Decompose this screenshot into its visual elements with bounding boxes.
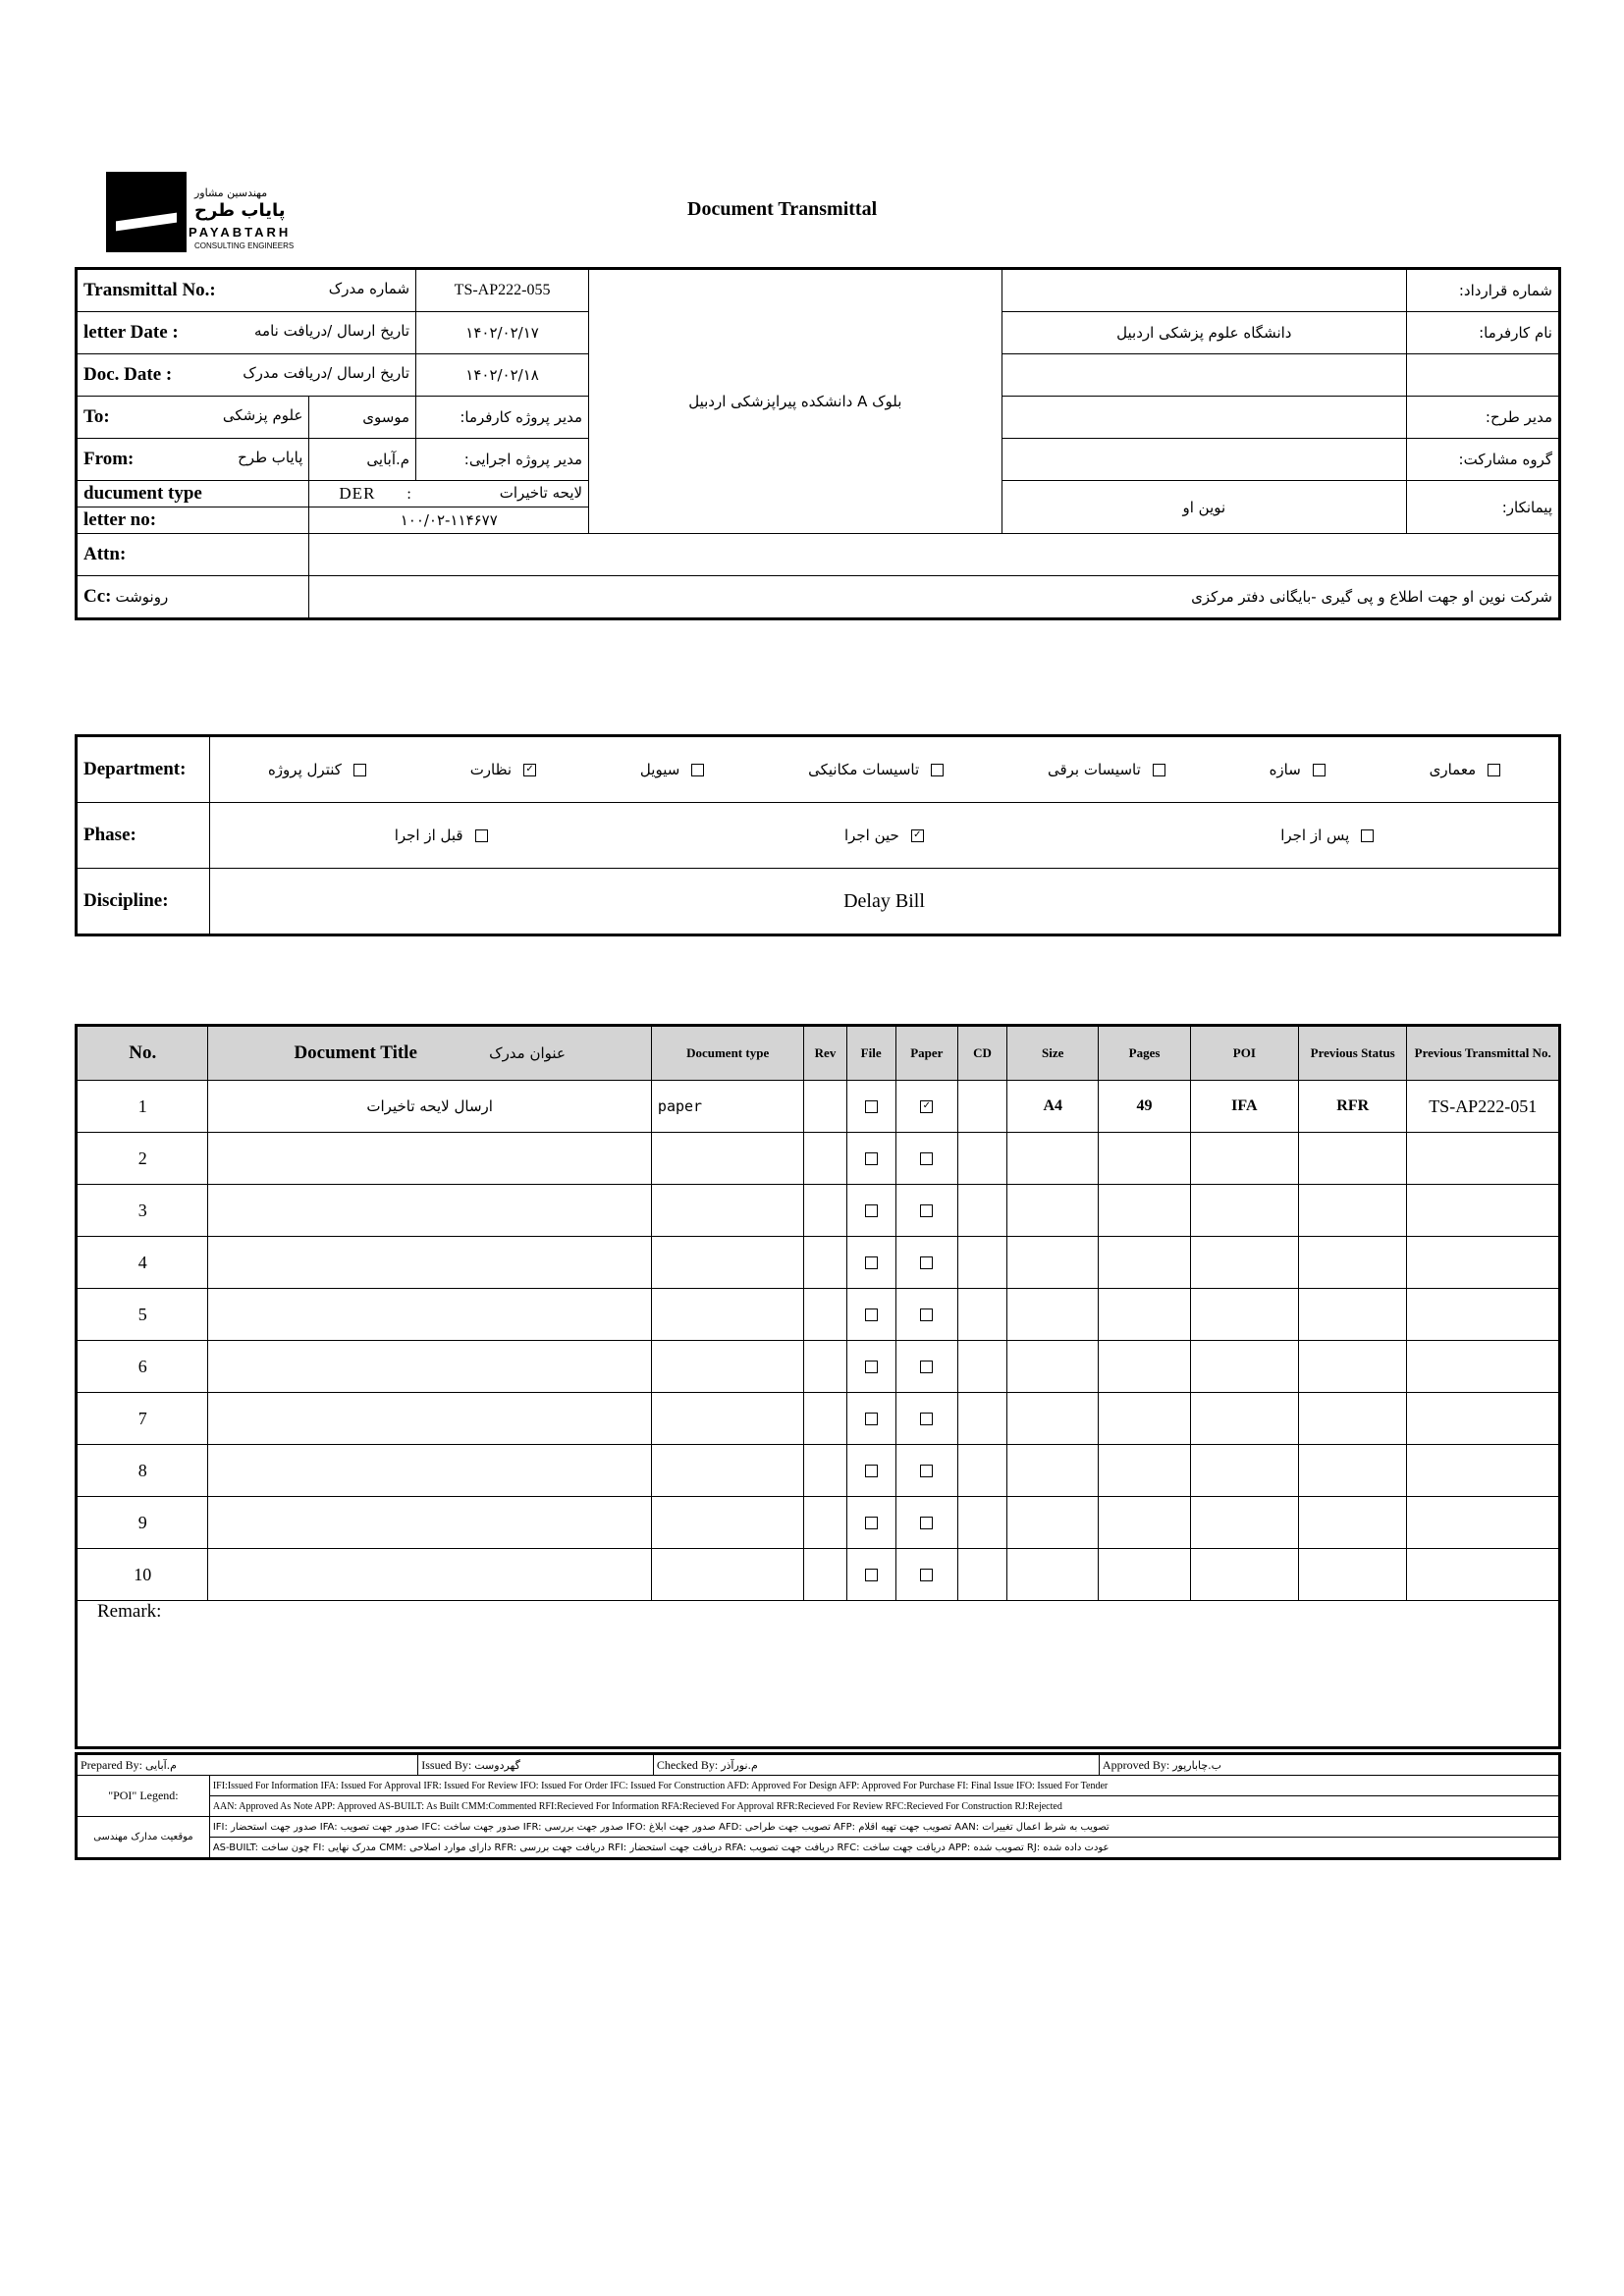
row-poi bbox=[1190, 1237, 1298, 1289]
row-no: 1 bbox=[77, 1081, 208, 1133]
checked-box-icon[interactable]: ✓ bbox=[911, 829, 924, 842]
row-title bbox=[208, 1289, 651, 1341]
row-file bbox=[846, 1341, 895, 1393]
to-cell: To: علوم پزشکی bbox=[77, 397, 309, 439]
row-prev-status bbox=[1299, 1289, 1407, 1341]
from-person: م.آبایی bbox=[309, 439, 416, 481]
row-title bbox=[208, 1497, 651, 1549]
project-name: بلوک A دانشکده پیراپزشکی اردبیل bbox=[589, 269, 1002, 534]
col-paper: Paper bbox=[895, 1026, 957, 1081]
row-title bbox=[208, 1341, 651, 1393]
checkbox-icon[interactable] bbox=[920, 1569, 933, 1581]
transmittal-no-cell: Transmittal No.: شماره مدرک bbox=[77, 269, 416, 312]
row-poi bbox=[1190, 1445, 1298, 1497]
poi-legend-label: "POI" Legend: bbox=[77, 1776, 210, 1817]
row-size bbox=[1007, 1549, 1099, 1601]
discipline-value: Delay Bill bbox=[210, 869, 1560, 935]
row-pages bbox=[1099, 1549, 1190, 1601]
row-prev-status bbox=[1299, 1341, 1407, 1393]
remark-area: Remark: bbox=[77, 1601, 1560, 1748]
row-no: 2 bbox=[77, 1133, 208, 1185]
to-role: مدیر پروژه کارفرما: bbox=[416, 397, 589, 439]
row-prev-status bbox=[1299, 1497, 1407, 1549]
row-paper bbox=[895, 1133, 957, 1185]
checked-box-icon[interactable]: ✓ bbox=[523, 764, 536, 776]
col-file: File bbox=[846, 1026, 895, 1081]
row-paper bbox=[895, 1289, 957, 1341]
discipline-label: Discipline: bbox=[77, 869, 210, 935]
checkbox-icon[interactable] bbox=[1488, 764, 1500, 776]
row-size: A4 bbox=[1007, 1081, 1099, 1133]
row-pages bbox=[1099, 1289, 1190, 1341]
row-prev-transmittal bbox=[1407, 1237, 1560, 1289]
checkbox-icon[interactable] bbox=[865, 1204, 878, 1217]
row-title: ارسال لایحه تاخیرات bbox=[208, 1081, 651, 1133]
row-rev bbox=[804, 1445, 846, 1497]
col-title: Document Title عنوان مدرک bbox=[208, 1026, 651, 1081]
row-file bbox=[846, 1133, 895, 1185]
row-cd bbox=[957, 1445, 1006, 1497]
header-table bbox=[75, 267, 1561, 620]
row-paper bbox=[895, 1185, 957, 1237]
row-doc-type bbox=[651, 1133, 804, 1185]
prepared-by: Prepared By: م.آبایی bbox=[77, 1754, 418, 1776]
employer-value: دانشگاه علوم پزشکی اردبیل bbox=[1001, 312, 1406, 354]
letter-no-label: letter no: bbox=[77, 507, 309, 534]
row-file bbox=[846, 1185, 895, 1237]
row-prev-transmittal bbox=[1407, 1289, 1560, 1341]
checkbox-icon[interactable] bbox=[920, 1256, 933, 1269]
row-pages bbox=[1099, 1341, 1190, 1393]
row-file bbox=[846, 1445, 895, 1497]
approved-by: Approved By: ب.چابارپور bbox=[1099, 1754, 1559, 1776]
col-no: No. bbox=[77, 1026, 208, 1081]
row-cd bbox=[957, 1549, 1006, 1601]
dept-label: کنترل پروژه bbox=[267, 761, 342, 778]
row-doc-type bbox=[651, 1497, 804, 1549]
checked-box-icon[interactable]: ✓ bbox=[920, 1100, 933, 1113]
row-no: 9 bbox=[77, 1497, 208, 1549]
col-doc-type: Document type bbox=[651, 1026, 804, 1081]
checkbox-icon[interactable] bbox=[920, 1152, 933, 1165]
letter-no-value: ۱۰۰/۰۲-۱۱۴۶۷۷ bbox=[309, 507, 589, 534]
row-poi: IFA bbox=[1190, 1081, 1298, 1133]
checkbox-icon[interactable] bbox=[353, 764, 366, 776]
row-size bbox=[1007, 1393, 1099, 1445]
checkbox-icon[interactable] bbox=[920, 1517, 933, 1529]
row-poi bbox=[1190, 1549, 1298, 1601]
row-doc-type bbox=[651, 1289, 804, 1341]
row-prev-transmittal bbox=[1407, 1497, 1560, 1549]
table-row bbox=[77, 1341, 1560, 1393]
dept-option bbox=[640, 761, 704, 778]
checkbox-icon[interactable] bbox=[865, 1152, 878, 1165]
row-poi bbox=[1190, 1341, 1298, 1393]
checked-by: Checked By: م.نورآذر bbox=[653, 1754, 1099, 1776]
letter-date-value: ۱۴۰۲/۰۲/۱۷ bbox=[416, 312, 589, 354]
status-legend-1: IFI: صدور جهت استحضار IFA: صدور جهت تصویب IFC: صدور جهت ساخت IFR: صدور جهت بررسی IFO: صدور جهت ابلاغ AFD: تصویب جهت طراحی AFP: تصویب جهت تهیه اقلام AAN: تصویب به شرط اعمال تغییرات bbox=[209, 1817, 1559, 1838]
row-file bbox=[846, 1549, 895, 1601]
row-doc-type bbox=[651, 1445, 804, 1497]
row-prev-transmittal bbox=[1407, 1549, 1560, 1601]
issued-by: Issued By: گهردوست bbox=[418, 1754, 654, 1776]
table-row bbox=[77, 1445, 1560, 1497]
row-paper bbox=[895, 1341, 957, 1393]
row-prev-transmittal bbox=[1407, 1133, 1560, 1185]
row-cd bbox=[957, 1133, 1006, 1185]
phase-label: قبل از اجرا bbox=[394, 827, 463, 844]
transmittal-no-value: TS-AP222-055 bbox=[416, 269, 589, 312]
row-no: 10 bbox=[77, 1549, 208, 1601]
row-no: 6 bbox=[77, 1341, 208, 1393]
dept-option bbox=[808, 761, 944, 778]
row-cd bbox=[957, 1289, 1006, 1341]
from-role: مدیر پروژه اجرایی: bbox=[416, 439, 589, 481]
phase-option bbox=[1280, 827, 1374, 844]
row-file bbox=[846, 1393, 895, 1445]
row-cd bbox=[957, 1497, 1006, 1549]
row-paper bbox=[895, 1081, 957, 1133]
row-pages bbox=[1099, 1185, 1190, 1237]
checkbox-icon[interactable] bbox=[1153, 764, 1165, 776]
row-rev bbox=[804, 1497, 846, 1549]
row-prev-transmittal bbox=[1407, 1393, 1560, 1445]
row-poi bbox=[1190, 1289, 1298, 1341]
table-header-row bbox=[77, 1026, 1560, 1081]
status-legend-label: موقعیت مدارک مهندسی bbox=[77, 1817, 210, 1859]
logo-en-sub: CONSULTING ENGINEERS bbox=[194, 241, 295, 250]
row-prev-status bbox=[1299, 1445, 1407, 1497]
doctype-value: DER : لایحه تاخیرات bbox=[309, 481, 589, 507]
logo-fa-small: مهندسین مشاور bbox=[194, 187, 268, 199]
row-prev-status bbox=[1299, 1549, 1407, 1601]
employer-label: نام کارفرما: bbox=[1407, 312, 1560, 354]
phase-option bbox=[844, 827, 924, 844]
row-size bbox=[1007, 1289, 1099, 1341]
checkbox-icon[interactable] bbox=[865, 1100, 878, 1113]
row-pages bbox=[1099, 1133, 1190, 1185]
checkbox-icon[interactable] bbox=[920, 1465, 933, 1477]
documents-table bbox=[75, 1024, 1561, 1749]
phase-options bbox=[210, 803, 1560, 869]
dept-label: سازه bbox=[1269, 761, 1301, 778]
row-cd bbox=[957, 1237, 1006, 1289]
department-label: Department: bbox=[77, 736, 210, 803]
row-rev bbox=[804, 1393, 846, 1445]
doc-date-value: ۱۴۰۲/۰۲/۱۸ bbox=[416, 354, 589, 397]
row-paper bbox=[895, 1393, 957, 1445]
department-table bbox=[75, 734, 1561, 936]
dept-label: تاسیسات مکانیکی bbox=[808, 761, 920, 778]
checkbox-icon[interactable] bbox=[865, 1413, 878, 1425]
phase-label: حین اجرا bbox=[843, 827, 899, 844]
from-cell: From: پایاب طرح bbox=[77, 439, 309, 481]
dept-label: تاسیسات برقی bbox=[1047, 761, 1141, 778]
phase-label: پس از اجرا bbox=[1280, 827, 1350, 844]
row-cd bbox=[957, 1081, 1006, 1133]
row-paper bbox=[895, 1237, 957, 1289]
page-title: Document Transmittal bbox=[687, 198, 878, 220]
phase-option bbox=[395, 827, 488, 844]
row-file bbox=[846, 1081, 895, 1133]
row-file bbox=[846, 1237, 895, 1289]
checkbox-icon[interactable] bbox=[865, 1308, 878, 1321]
col-size: Size bbox=[1007, 1026, 1099, 1081]
row-cd bbox=[957, 1341, 1006, 1393]
row-size bbox=[1007, 1445, 1099, 1497]
row-cd bbox=[957, 1185, 1006, 1237]
row-prev-transmittal bbox=[1407, 1341, 1560, 1393]
row-paper bbox=[895, 1445, 957, 1497]
dept-option bbox=[268, 761, 366, 778]
row-file bbox=[846, 1497, 895, 1549]
row-pages bbox=[1099, 1445, 1190, 1497]
checkbox-icon[interactable] bbox=[865, 1256, 878, 1269]
row-prev-transmittal bbox=[1407, 1445, 1560, 1497]
attn-label: Attn: bbox=[77, 534, 309, 576]
checkbox-icon[interactable] bbox=[865, 1361, 878, 1373]
checkbox-icon[interactable] bbox=[920, 1204, 933, 1217]
table-row bbox=[77, 1237, 1560, 1289]
company-logo bbox=[106, 172, 187, 252]
table-row bbox=[77, 1549, 1560, 1601]
dept-label: سیویل bbox=[639, 761, 680, 778]
col-prev-transmittal: Previous Transmittal No. bbox=[1407, 1026, 1560, 1081]
row-file bbox=[846, 1289, 895, 1341]
department-options bbox=[210, 736, 1560, 803]
table-row bbox=[77, 1081, 1560, 1133]
dept-label: نظارت bbox=[469, 761, 513, 778]
row-doc-type bbox=[651, 1549, 804, 1601]
phase-label: Phase: bbox=[77, 803, 210, 869]
row-paper bbox=[895, 1497, 957, 1549]
footer-table bbox=[75, 1752, 1561, 1860]
row-size bbox=[1007, 1341, 1099, 1393]
row-doc-type: paper bbox=[651, 1081, 804, 1133]
dept-option bbox=[1430, 761, 1501, 778]
row-title bbox=[208, 1237, 651, 1289]
poi-legend-2: AAN: Approved As Note APP: Approved AS-BUILT: As Built CMM:Commented RFI:Recieved For Information RFA:Recieved For Approval RFR:Recieved For Review RFC:Recieved For Construction RJ:Rejected bbox=[209, 1796, 1559, 1817]
row-size bbox=[1007, 1237, 1099, 1289]
contract-no-label: شماره قرارداد: bbox=[1407, 269, 1560, 312]
col-prev-status: Previous Status bbox=[1299, 1026, 1407, 1081]
logo-en-name: PAYABTARH bbox=[189, 225, 292, 240]
table-row bbox=[77, 1185, 1560, 1237]
row-prev-status bbox=[1299, 1185, 1407, 1237]
row-poi bbox=[1190, 1185, 1298, 1237]
row-doc-type bbox=[651, 1237, 804, 1289]
checkbox-icon[interactable] bbox=[931, 764, 944, 776]
col-pages: Pages bbox=[1099, 1026, 1190, 1081]
row-rev bbox=[804, 1549, 846, 1601]
row-cd bbox=[957, 1393, 1006, 1445]
row-title bbox=[208, 1549, 651, 1601]
col-rev: Rev bbox=[804, 1026, 846, 1081]
doctype-label: ducument type bbox=[77, 481, 309, 507]
row-no: 3 bbox=[77, 1185, 208, 1237]
row-size bbox=[1007, 1133, 1099, 1185]
row-rev bbox=[804, 1185, 846, 1237]
row-prev-status bbox=[1299, 1133, 1407, 1185]
to-person: موسوی bbox=[309, 397, 416, 439]
row-paper bbox=[895, 1549, 957, 1601]
row-prev-status bbox=[1299, 1237, 1407, 1289]
row-pages: 49 bbox=[1099, 1081, 1190, 1133]
checkbox-icon[interactable] bbox=[865, 1517, 878, 1529]
row-rev bbox=[804, 1133, 846, 1185]
row-doc-type bbox=[651, 1185, 804, 1237]
col-poi: POI bbox=[1190, 1026, 1298, 1081]
row-rev bbox=[804, 1341, 846, 1393]
contractor-value: نوین او bbox=[1001, 481, 1406, 534]
row-rev bbox=[804, 1237, 846, 1289]
checkbox-icon[interactable] bbox=[691, 764, 704, 776]
cc-value: شرکت نوین او جهت اطلاع و پی گیری -بایگانی دفتر مرکزی bbox=[309, 576, 1560, 619]
row-size bbox=[1007, 1497, 1099, 1549]
row-prev-status bbox=[1299, 1393, 1407, 1445]
dept-option bbox=[470, 761, 536, 778]
checkbox-icon[interactable] bbox=[920, 1308, 933, 1321]
row-size bbox=[1007, 1185, 1099, 1237]
row-title bbox=[208, 1133, 651, 1185]
row-poi bbox=[1190, 1497, 1298, 1549]
row-rev bbox=[804, 1289, 846, 1341]
design-manager-label: مدیر طرح: bbox=[1407, 397, 1560, 439]
doc-date-cell: Doc. Date : تاریخ ارسال /دریافت مدرک bbox=[77, 354, 416, 397]
poi-legend-1: IFI:Issued For Information IFA: Issued For Approval IFR: Issued For Review IFO: Issued For Order IFC: Issued For Construction AFD: Approved For Design AFP: Approved For Purchase FI: Final Issue IFO: Issued For Tender bbox=[209, 1776, 1559, 1796]
checkbox-icon[interactable] bbox=[865, 1465, 878, 1477]
checkbox-icon[interactable] bbox=[920, 1361, 933, 1373]
table-row bbox=[77, 1497, 1560, 1549]
row-title bbox=[208, 1393, 651, 1445]
dept-label: معماری bbox=[1429, 761, 1477, 778]
table-row bbox=[77, 1289, 1560, 1341]
row-poi bbox=[1190, 1133, 1298, 1185]
checkbox-icon[interactable] bbox=[1313, 764, 1326, 776]
row-no: 4 bbox=[77, 1237, 208, 1289]
row-doc-type bbox=[651, 1341, 804, 1393]
checkbox-icon[interactable] bbox=[865, 1569, 878, 1581]
contractor-label: پیمانکار: bbox=[1407, 481, 1560, 534]
row-doc-type bbox=[651, 1393, 804, 1445]
row-pages bbox=[1099, 1237, 1190, 1289]
row-pages bbox=[1099, 1393, 1190, 1445]
checkbox-icon[interactable] bbox=[920, 1413, 933, 1425]
status-legend-2: AS-BUILT: چون ساخت FI: مدرک نهایی CMM: دارای موارد اصلاحی RFR: دریافت جهت بررسی RFI: دریافت جهت استحضار RFA: دریافت جهت تصویب RFC: دریافت جهت ساخت APP: تصویب شده RJ: عودت داده شده bbox=[209, 1838, 1559, 1859]
row-prev-transmittal: TS-AP222-051 bbox=[1407, 1081, 1560, 1133]
row-no: 5 bbox=[77, 1289, 208, 1341]
logo-fa-name: پایاب طرح bbox=[194, 200, 286, 221]
letter-date-cell: letter Date : تاریخ ارسال /دریافت نامه bbox=[77, 312, 416, 354]
contract-no-value bbox=[1001, 269, 1406, 312]
dept-option bbox=[1048, 761, 1165, 778]
row-title bbox=[208, 1185, 651, 1237]
row-no: 7 bbox=[77, 1393, 208, 1445]
row-pages bbox=[1099, 1497, 1190, 1549]
cc-cell: Cc: رونوشت bbox=[77, 576, 309, 619]
row-rev bbox=[804, 1081, 846, 1133]
table-row bbox=[77, 1393, 1560, 1445]
dept-option bbox=[1270, 761, 1326, 778]
col-cd: CD bbox=[957, 1026, 1006, 1081]
checkbox-icon[interactable] bbox=[475, 829, 488, 842]
row-prev-status: RFR bbox=[1299, 1081, 1407, 1133]
attn-value bbox=[309, 534, 1560, 576]
checkbox-icon[interactable] bbox=[1361, 829, 1374, 842]
table-row bbox=[77, 1133, 1560, 1185]
row-prev-transmittal bbox=[1407, 1185, 1560, 1237]
row-no: 8 bbox=[77, 1445, 208, 1497]
row-title bbox=[208, 1445, 651, 1497]
row-poi bbox=[1190, 1393, 1298, 1445]
partnership-label: گروه مشارکت: bbox=[1407, 439, 1560, 481]
